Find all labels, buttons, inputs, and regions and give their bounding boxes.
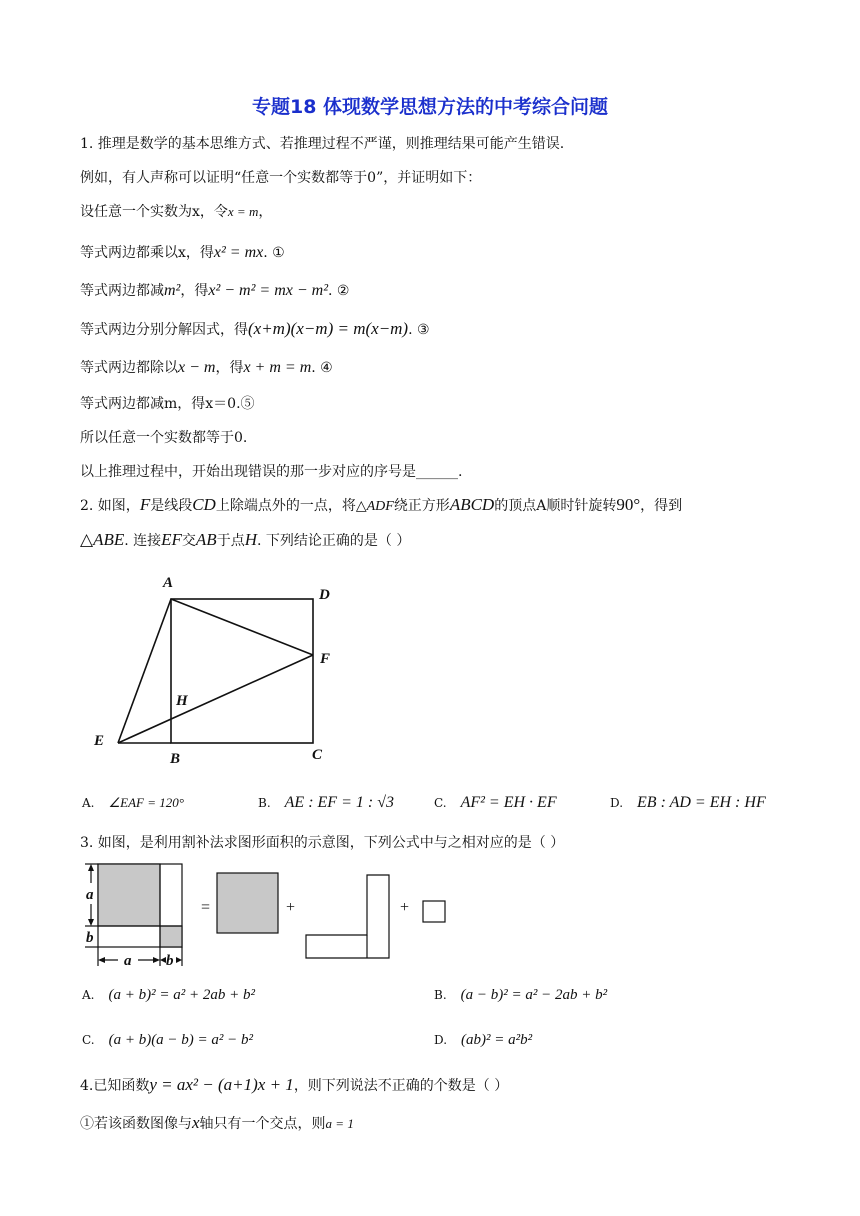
square-abcd — [171, 599, 313, 743]
q2-math: EF — [161, 530, 182, 549]
q2-math: △ABE — [80, 530, 125, 549]
q2-text: . 下列结论正确的是（ ） — [256, 533, 411, 549]
q2-option-d[interactable] — [610, 793, 766, 814]
option-label: B. — [258, 796, 271, 810]
q1-text: ，得 — [215, 360, 244, 376]
label-h: H — [176, 693, 188, 709]
q1-text: ， — [258, 204, 273, 220]
q2-text: 交 — [181, 533, 196, 549]
option-expr: EB : AD = EH : HF — [637, 794, 766, 811]
label-a-bottom: a — [124, 953, 132, 969]
q1-math: x + m = m — [243, 359, 312, 376]
option-label: D. — [610, 796, 624, 810]
q4-math: y = ax² − (a+1)x + 1 — [149, 1075, 294, 1094]
q4-line-1 — [80, 1075, 508, 1096]
q4-text: ，则下列说法不正确的个数是（ ） — [293, 1078, 509, 1094]
equals-sign: = — [201, 899, 211, 916]
page-title: 专题18 体现数学思想方法的中考综合问题 — [251, 96, 609, 118]
q1-math: x − m — [178, 359, 216, 376]
q2-text: . 连接 — [124, 533, 162, 549]
q4-line-2 — [80, 1113, 354, 1134]
q2-text: 的顶点A顺时针旋转 — [494, 498, 617, 514]
q2-math: 90° — [616, 495, 641, 514]
q2-math: H — [244, 530, 257, 549]
option-expr: (ab)² = a²b² — [461, 1032, 533, 1048]
q1-text: 等式两边都除以 — [80, 360, 178, 376]
q2-text: 是线段 — [150, 498, 193, 514]
q2-math: △ADF — [355, 499, 394, 514]
label-a-side: a — [86, 887, 94, 903]
q1-line-2: 例如，有人声称可以证明“任意一个实数都等于0”，并证明如下： — [80, 170, 482, 186]
option-label: B. — [434, 988, 447, 1002]
option-label: A. — [82, 988, 95, 1002]
plus-sign: + — [400, 899, 410, 916]
label-b-bottom: b — [166, 953, 174, 969]
q1-math: x² − m² = mx − m² — [208, 282, 329, 299]
q2-text: 2. 如图， — [80, 498, 140, 514]
option-label: C. — [434, 796, 447, 810]
q2-math: AB — [195, 530, 217, 549]
label-f: F — [320, 651, 331, 667]
q2-text: 于点 — [216, 533, 245, 549]
q2-math: ABCD — [449, 495, 495, 514]
q1-text: 等式两边都减 — [80, 283, 164, 299]
q2-text: 绕正方形 — [393, 498, 450, 514]
option-expr: ∠EAF = 120° — [108, 795, 184, 810]
label-c: C — [312, 747, 323, 763]
segment-ef — [118, 655, 313, 743]
q1-text: . ③ — [408, 322, 430, 338]
q1-line-1: 1. 推理是数学的基本思维方式、若推理过程不严谨，则推理结果可能产生错误. — [80, 136, 565, 152]
q4-text: 4.已知函数 — [80, 1078, 150, 1094]
q3-option-b[interactable] — [434, 985, 607, 1006]
q3-option-a[interactable] — [82, 985, 255, 1006]
option-label: A. — [82, 796, 95, 810]
segment-ae — [118, 599, 171, 743]
option-expr: (a + b)(a − b) = a² − b² — [108, 1032, 254, 1048]
q2-option-b[interactable] — [258, 793, 394, 814]
label-e: E — [94, 733, 105, 749]
q2-math: CD — [192, 495, 216, 514]
q1-text: ，得 — [180, 283, 209, 299]
q4-text: 轴只有一个交点，则 — [199, 1116, 326, 1132]
q1-line-9: 所以任意一个实数都等于0. — [80, 430, 248, 446]
q2-option-c[interactable] — [434, 793, 557, 814]
q3-option-c[interactable] — [82, 1030, 253, 1051]
q1-math: x² = mx — [213, 244, 264, 261]
label-b-side: b — [86, 930, 94, 946]
segment-af — [171, 599, 313, 655]
q1-line-8: 等式两边都减m，得x＝0.⑤ — [80, 396, 255, 412]
q2-math: F — [139, 495, 151, 514]
q1-text: 设任意一个实数为x，令 — [80, 204, 228, 220]
q3-option-d[interactable] — [434, 1030, 532, 1051]
option-expr: AF² = EH · EF — [460, 794, 557, 811]
q1-text: 等式两边分别分解因式，得 — [80, 322, 248, 338]
q1-text: 等式两边都乘以x，得 — [80, 245, 214, 261]
q2-text: ，得到 — [640, 498, 683, 514]
label-d: D — [319, 587, 330, 603]
q4-math: a = 1 — [325, 1116, 354, 1131]
label-b: B — [170, 751, 181, 767]
q1-line-10: 以上推理过程中，开始出现错误的那一步对应的序号是______. — [80, 464, 463, 480]
option-expr: (a − b)² = a² − 2ab + b² — [460, 987, 608, 1003]
q1-text: . ④ — [311, 360, 333, 376]
q1-math: x = m — [227, 204, 259, 219]
q1-text: . ② — [328, 283, 350, 299]
option-label: C. — [82, 1033, 95, 1047]
q1-math: m² — [164, 282, 181, 299]
label-a: A — [163, 575, 174, 591]
q4-text: ①若该函数图像与 — [80, 1116, 192, 1132]
option-label: D. — [434, 1033, 448, 1047]
option-expr: AE : EF = 1 : √3 — [284, 794, 394, 811]
q3-line-1: 3. 如图，是利用割补法求图形面积的示意图，下列公式中与之相对应的是（ ） — [80, 835, 565, 851]
q1-math: (x+m)(x−m) = m(x−m) — [248, 319, 409, 338]
option-expr: (a + b)² = a² + 2ab + b² — [108, 987, 255, 1003]
q4-math: x — [192, 1113, 200, 1132]
q2-text: 上除端点外的一点，将 — [215, 498, 356, 514]
plus-sign: + — [286, 899, 296, 916]
q2-option-a[interactable] — [82, 793, 184, 814]
q1-text: . ① — [263, 245, 285, 261]
